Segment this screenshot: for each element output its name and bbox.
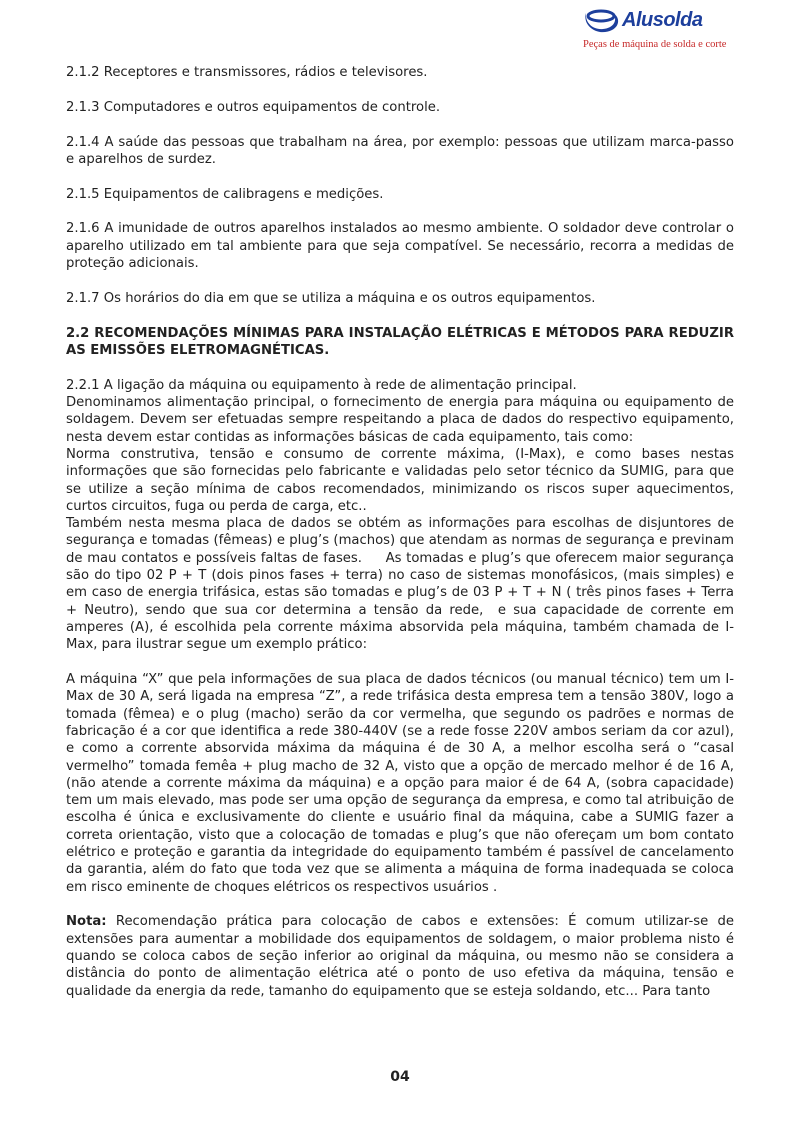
example-paragraph: A máquina “X” que pela informações de sua placa de dados técnicos (ou manual técnico) tem um I-Max de 30 A, será ligada na empresa “Z”, a rede trifásica desta empresa tem a tensão 380V, logo a tomada (fêmea) e o plug (macho) serão da cor vermelha, que segundo os padrões e normas de fabricação é a cor que identifica a rede 380-440V (se a rede fosse 220V ambos seriam da cor azul), e como a corrente absorvida máxima da máquina é de 30 A, a melhor escolha será o “casal vermelho” tomada femêa + plug macho de 32 A, visto que a opção de mercado melhor é de 16 A, (não atende a corrente máxima da máquina) e a opção para maior é de 64 A, (sobra capacidade) tem um mais elevado, mas pode ser uma opção de segurança da empresa, e como tal atribuição de escolha é única e exclusivamente do cliente e usuário final da máquina, cabe a SUMIG fazer a correta orientação, visto que a colocação de tomadas e plug’s que não ofereçam um bom contato elétrico e proteção e garantia da integridade do equipamento também é passível de cancelamento da garantia, além do fato que toda vez que se alimenta a máquina de forma inadequada se coloca em risco eminente de choques elétricos os respectivos usuários . (66, 672, 734, 895)
paragraph: Também nesta mesma placa de dados se obtém as informações para escolhas de disjuntores de segurança e tomadas (fêmeas) e plug’s (machos) que atendam as normas de segurança e previnam de mau contatos e possíveis faltas de fases. As tomadas e plug’s que oferecem maior segurança são do tipo 02 P + T (dois pinos fases + terra) no caso de sistemas monofásicos, (mais simples) e em caso de energia trifásica, estas são tomadas e plug’s de 03 P + T + N ( três pinos fases + Terra + Neutro), sendo que sua cor determina a tensão da rede, e sua capacidade de corrente em amperes (A), é escolhida pela corrente máxima absorvida pela máquina, também chamada de I-Max, para ilustrar segue um exemplo prático: (66, 516, 743, 653)
page-number: 04 (390, 1069, 410, 1085)
item-2-1-4: 2.1.4 A saúde das pessoas que trabalham na área, por exemplo: pessoas que utilizam marca-passo e aparelhos de surdez. (66, 134, 734, 167)
item-2-1-5: 2.1.5 Equipamentos de calibragens e medições. (66, 186, 384, 202)
brand-logo (580, 6, 780, 56)
brand-tagline: Peças de máquina de solda e corte (583, 39, 727, 50)
item-2-1-2: 2.1.2 Receptores e transmissores, rádios e televisores. (66, 65, 428, 80)
section-heading: 2.2 RECOMENDAÇÕES MÍNIMAS PARA INSTALAÇÃO ELÉTRICAS E MÉTODOS PARA REDUZIR AS EMISSÕES ELETROMAGNÉTICAS. (66, 325, 734, 358)
subsection-2-2-1 (66, 377, 743, 654)
item-2-1-3: 2.1.3 Computadores e outros equipamentos de controle. (66, 99, 441, 115)
subsection-title: 2.2.1 A ligação da máquina ou equipamento à rede de alimentação principal. (66, 377, 577, 393)
document-body (66, 64, 743, 1000)
item-2-1-7: 2.1.7 Os horários do dia em que se utiliza a máquina e os outros equipamentos. (66, 290, 596, 306)
item-2-1-6: 2.1.6 A imunidade de outros aparelhos instalados ao mesmo ambiente. O soldador deve controlar o aparelho utilizado em tal ambiente para que seja compatível. Se necessário, recorra a medidas de proteção adicionais. (66, 221, 734, 272)
note-block (66, 913, 734, 999)
note-label: Nota: (66, 914, 107, 930)
paragraph: Denominamos alimentação principal, o fornecimento de energia para máquina ou equipamento de soldagem. Devem ser efetuadas sempre respeitando a placa de dados do respectivo equipamento, nesta devem estar contidas as informações básicas de cada equipamento, tais como: (66, 395, 734, 445)
paragraph: Norma construtiva, tensão e consumo de corrente máxima, (I-Max), e como bases nestas informações que são fornecidas pelo fabricante e validadas pelo setor técnico da SUMIG, para que se utilize a seção mínima de cabos recomendados, minimizando os riscos super aquecimentos, curtos circuitos, fuga ou perda de carga, etc.. (66, 446, 734, 514)
brand-name: Alusolda (622, 9, 703, 31)
note-text: Recomendação prática para colocação de cabos e extensões: É comum utilizar-se de extensões para aumentar a mobilidade dos equipamentos de soldagem, o maior problema nisto é quando se coloca cabos de seção inferior ao original da máquina, ou mesmo não se considera a distância do ponto de alimentação elétrica até o ponto de uso efetiva da máquina, tensão e qualidade da energia da rede, tamanho do equipamento que se esteja soldando, etc... Para tanto (66, 914, 734, 999)
swoosh-logo-icon (580, 6, 624, 40)
note-paragraph (66, 913, 734, 999)
example-block (66, 671, 734, 896)
